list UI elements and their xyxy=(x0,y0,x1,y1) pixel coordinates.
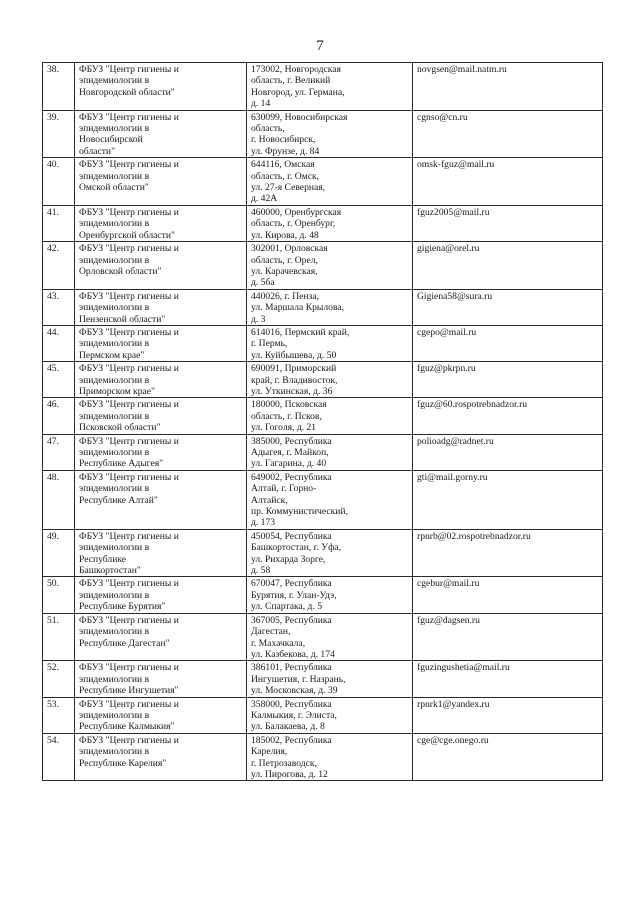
address-line: г. Махачкала, xyxy=(251,637,306,649)
address-line: пр. Коммунистический, xyxy=(251,506,348,518)
institution-name-line: эпидемиологии в xyxy=(79,218,150,230)
address-line: область, г. Оренбург, xyxy=(251,218,336,230)
table-row xyxy=(43,529,603,577)
address-line: область, г. Великий xyxy=(251,75,331,87)
institution-name-line: Республике Алтай" xyxy=(79,494,158,506)
table-row xyxy=(43,158,603,206)
address-line: Калмыкия, г. Элиста, xyxy=(251,709,337,721)
address-line: ул. Фрунзе, д. 84 xyxy=(251,145,320,157)
row-number: 47. xyxy=(43,434,75,470)
address-line: ул. Куйбышева, д. 50 xyxy=(251,349,337,361)
row-number: 39. xyxy=(43,110,75,158)
address-line: Бурятия, г. Улан-Удэ, xyxy=(251,589,337,601)
institution-name-line: ФБУЗ "Центр гигиены и xyxy=(79,399,179,411)
address-line: д. 173 xyxy=(251,517,276,529)
institution-name xyxy=(75,697,247,733)
address-line: ул. Гагарина, д. 40 xyxy=(251,458,327,470)
table-row xyxy=(43,398,603,434)
page-number: 7 xyxy=(316,38,324,54)
institution-name xyxy=(75,205,247,241)
institution-address xyxy=(247,398,413,434)
institution-name-line: Новосибирской xyxy=(79,134,143,146)
address-line: ул. Кирова, д. 48 xyxy=(251,229,319,241)
institution-address xyxy=(247,577,413,613)
institution-name-line: ФБУЗ "Центр гигиены и xyxy=(79,206,179,218)
institution-name-line: ФБУЗ "Центр гигиены и xyxy=(79,111,179,123)
institution-address xyxy=(247,242,413,290)
address-line: 614016, Пермский край, xyxy=(251,326,350,338)
institution-name xyxy=(75,289,247,325)
row-number: 50. xyxy=(43,577,75,613)
institution-name xyxy=(75,362,247,398)
address-line: 460000, Оренбургская xyxy=(251,206,342,218)
address-line: 690091, Приморский xyxy=(251,363,337,375)
institution-name-line: эпидемиологии в xyxy=(79,673,150,685)
institution-name xyxy=(75,470,247,529)
institution-name xyxy=(75,158,247,206)
address-line: 649002, Республика xyxy=(251,471,332,483)
institution-name xyxy=(75,529,247,577)
institution-email: polioadg@radnet.ru xyxy=(413,434,603,470)
institution-email: fguz@60.rospotrebnadzor.ru xyxy=(413,398,603,434)
institution-email: novgsen@mail.natm.ru xyxy=(413,63,603,111)
institution-name xyxy=(75,398,247,434)
address-line: ул. Маршала Крылова, xyxy=(251,302,345,314)
institution-name-line: Республике Калмыкия" xyxy=(79,721,175,733)
row-number: 53. xyxy=(43,697,75,733)
institution-name-line: эпидемиологии в xyxy=(79,746,150,758)
institution-address xyxy=(247,733,413,781)
institution-name xyxy=(75,661,247,697)
institution-name-line: ФБУЗ "Центр гигиены и xyxy=(79,662,179,674)
institution-name-line: Пензенской области" xyxy=(79,313,166,325)
institution-name-line: ФБУЗ "Центр гигиены и xyxy=(79,734,179,746)
address-line: ул. Рихарда Зорге, xyxy=(251,553,326,565)
address-line: Карелия, xyxy=(251,746,288,758)
institution-name-line: Псковской области" xyxy=(79,422,161,434)
institution-address xyxy=(247,205,413,241)
institution-name-line: ФБУЗ "Центр гигиены и xyxy=(79,435,179,447)
address-line: 386101, Республика xyxy=(251,662,332,674)
row-number: 49. xyxy=(43,529,75,577)
address-line: Башкортостан, г. Уфа, xyxy=(251,542,341,554)
institution-name-line: ФБУЗ "Центр гигиены и xyxy=(79,363,179,375)
address-line: 644116, Омская xyxy=(251,159,315,171)
address-line: ул. Уткинская, д. 36 xyxy=(251,385,333,397)
institution-name-line: Оренбургской области" xyxy=(79,229,175,241)
institution-name-line: ФБУЗ "Центр гигиены и xyxy=(79,471,179,483)
institution-address xyxy=(247,158,413,206)
institution-email: fguz@dagsen.ru xyxy=(413,613,603,661)
table-row xyxy=(43,362,603,398)
institution-name xyxy=(75,733,247,781)
institution-email: cge@cge.onego.ru xyxy=(413,733,603,781)
institution-address xyxy=(247,697,413,733)
table-row xyxy=(43,434,603,470)
table-row xyxy=(43,325,603,361)
institution-email: Gigiena58@sura.ru xyxy=(413,289,603,325)
institution-name-line: Республике Адыгея" xyxy=(79,458,164,470)
address-line: 440026, г. Пенза, xyxy=(251,290,319,302)
row-number: 51. xyxy=(43,613,75,661)
address-line: ул. Спартака, д. 5 xyxy=(251,601,323,613)
institution-name-line: Пермском крае" xyxy=(79,349,145,361)
row-number: 54. xyxy=(43,733,75,781)
row-number: 38. xyxy=(43,63,75,111)
address-line: д. 58 xyxy=(251,565,271,577)
institution-name-line: Республике Дагестан" xyxy=(79,637,170,649)
address-line: Алтай, г. Горно- xyxy=(251,483,317,495)
institution-address xyxy=(247,325,413,361)
institution-name-line: эпидемиологии в xyxy=(79,302,150,314)
table-row xyxy=(43,733,603,781)
institution-email: omsk-fguz@mail.ru xyxy=(413,158,603,206)
institution-name-line: эпидемиологии в xyxy=(79,542,150,554)
institution-address xyxy=(247,362,413,398)
table-row xyxy=(43,661,603,697)
row-number: 52. xyxy=(43,661,75,697)
institution-name-line: ФБУЗ "Центр гигиены и xyxy=(79,290,179,302)
address-line: край, г. Владивосток, xyxy=(251,374,338,386)
institution-name-line: эпидемиологии в xyxy=(79,626,150,638)
institution-email: fguz2005@mail.ru xyxy=(413,205,603,241)
institution-address xyxy=(247,63,413,111)
institution-name xyxy=(75,577,247,613)
table-row xyxy=(43,289,603,325)
institution-name-line: Башкортостан" xyxy=(79,565,141,577)
institution-email: gti@mail.gorny.ru xyxy=(413,470,603,529)
institution-name-line: Приморском крае" xyxy=(79,385,155,397)
institution-name-line: Республике Ингушетия" xyxy=(79,685,179,697)
address-line: 185002, Республика xyxy=(251,734,332,746)
address-line: Дагестан, xyxy=(251,626,291,638)
institution-name-line: Орловской области" xyxy=(79,265,162,277)
institution-email: cgebur@mail.ru xyxy=(413,577,603,613)
institution-name-line: эпидемиологии в xyxy=(79,374,150,386)
institution-name-line: эпидемиологии в xyxy=(79,75,150,87)
institution-name-line: ФБУЗ "Центр гигиены и xyxy=(79,698,179,710)
row-number: 43. xyxy=(43,289,75,325)
institution-email: rpnrk1@yandex.ru xyxy=(413,697,603,733)
address-line: ул. Казбекова, д. 174 xyxy=(251,648,335,660)
institution-name xyxy=(75,242,247,290)
institution-address xyxy=(247,613,413,661)
table-row xyxy=(43,613,603,661)
institution-name-line: Омской области" xyxy=(79,182,149,194)
row-number: 40. xyxy=(43,158,75,206)
address-line: 367005, Республика xyxy=(251,614,332,626)
address-line: Новгород, ул. Германа, xyxy=(251,86,345,98)
institution-name-line: ФБУЗ "Центр гигиены и xyxy=(79,326,179,338)
institution-email: gigiena@orel.ru xyxy=(413,242,603,290)
address-line: Адыгея, г. Майкоп, xyxy=(251,447,329,458)
address-line: 670047, Республика xyxy=(251,578,332,590)
table-row xyxy=(43,577,603,613)
institution-address xyxy=(247,289,413,325)
address-line: 385000, Республика xyxy=(251,435,332,447)
institution-email: rpnrb@02.rospotrebnadzor.ru xyxy=(413,529,603,577)
institution-name xyxy=(75,63,247,111)
address-line: ул. Балакаева, д. 8 xyxy=(251,721,325,733)
institution-name xyxy=(75,325,247,361)
institution-name-line: Новгородской области" xyxy=(79,86,175,98)
address-line: Ингушетия, г. Назрань, xyxy=(251,673,346,685)
institution-name-line: ФБУЗ "Центр гигиены и xyxy=(79,530,179,542)
institution-name-line: эпидемиологии в xyxy=(79,589,150,601)
row-number: 44. xyxy=(43,325,75,361)
institution-name-line: эпидемиологии в xyxy=(79,170,150,182)
institution-name-line: ФБУЗ "Центр гигиены и xyxy=(79,614,179,626)
address-line: 630099, Новосибирская xyxy=(251,111,348,123)
institution-name-line: эпидемиологии в xyxy=(79,709,150,721)
table-row xyxy=(43,470,603,529)
address-line: область, xyxy=(251,123,285,135)
institution-name-line: Республике Бурятия" xyxy=(79,601,166,613)
row-number: 42. xyxy=(43,242,75,290)
address-line: ул. Карачевская, xyxy=(251,265,318,277)
institution-address xyxy=(247,529,413,577)
institution-name xyxy=(75,110,247,158)
institution-name-line: эпидемиологии в xyxy=(79,447,150,458)
address-line: д. 3 xyxy=(251,313,266,325)
address-line: д. 14 xyxy=(251,98,271,110)
institution-address xyxy=(247,434,413,470)
institution-name-line: области" xyxy=(79,145,115,157)
address-line: ул. Пирогова, д. 12 xyxy=(251,768,328,780)
table-row xyxy=(43,63,603,111)
institution-name-line: эпидемиологии в xyxy=(79,338,150,350)
address-line: область, г. Омск, xyxy=(251,170,320,182)
institution-name-line: Республике xyxy=(79,553,127,565)
address-line: 180000, Псковская xyxy=(251,399,327,411)
institution-name xyxy=(75,613,247,661)
row-number: 46. xyxy=(43,398,75,434)
address-line: 302001, Орловская xyxy=(251,243,328,255)
institution-name-line: ФБУЗ "Центр гигиены и xyxy=(79,159,179,171)
address-line: г. Пермь, xyxy=(251,338,288,350)
table-row xyxy=(43,697,603,733)
address-line: область, г. Псков, xyxy=(251,410,322,422)
address-line: д. 42А xyxy=(251,193,278,205)
row-number: 48. xyxy=(43,470,75,529)
table-row xyxy=(43,205,603,241)
table-row xyxy=(43,110,603,158)
institution-address xyxy=(247,110,413,158)
address-line: 358000, Республика xyxy=(251,698,332,710)
institution-email: cgepo@mail.ru xyxy=(413,325,603,361)
institution-name-line: эпидемиологии в xyxy=(79,483,150,495)
institution-email: fguzingushetia@mail.ru xyxy=(413,661,603,697)
address-line: Алтайск, xyxy=(251,494,288,506)
institution-address xyxy=(247,661,413,697)
institution-name xyxy=(75,434,247,470)
address-line: 173002, Новгородская xyxy=(251,64,341,75)
table-row xyxy=(43,242,603,290)
address-line: область, г. Орел, xyxy=(251,254,318,266)
institution-name-line: Республике Карелия" xyxy=(79,757,167,769)
institution-name-line: ФБУЗ "Центр гигиены и xyxy=(79,578,179,590)
institutions-table xyxy=(42,62,603,781)
address-line: ул. Московская, д. 39 xyxy=(251,685,338,697)
address-line: г. Петрозаводск, xyxy=(251,757,317,769)
address-line: ул. 27-я Северная, xyxy=(251,182,326,194)
address-line: ул. Гоголя, д. 21 xyxy=(251,422,317,434)
row-number: 41. xyxy=(43,205,75,241)
address-line: г. Новосибирск, xyxy=(251,134,316,146)
institution-name-line: ФБУЗ "Центр гигиены и xyxy=(79,64,179,75)
institution-address xyxy=(247,470,413,529)
institution-name-line: ФБУЗ "Центр гигиены и xyxy=(79,243,179,255)
institution-email: cgnso@cn.ru xyxy=(413,110,603,158)
institution-name-line: эпидемиологии в xyxy=(79,410,150,422)
institution-name-line: эпидемиологии в xyxy=(79,123,150,135)
institution-name-line: эпидемиологии в xyxy=(79,254,150,266)
row-number: 45. xyxy=(43,362,75,398)
institution-email: fguz@pkrpn.ru xyxy=(413,362,603,398)
address-line: 450054, Республика xyxy=(251,530,332,542)
address-line: д. 5ба xyxy=(251,277,275,289)
